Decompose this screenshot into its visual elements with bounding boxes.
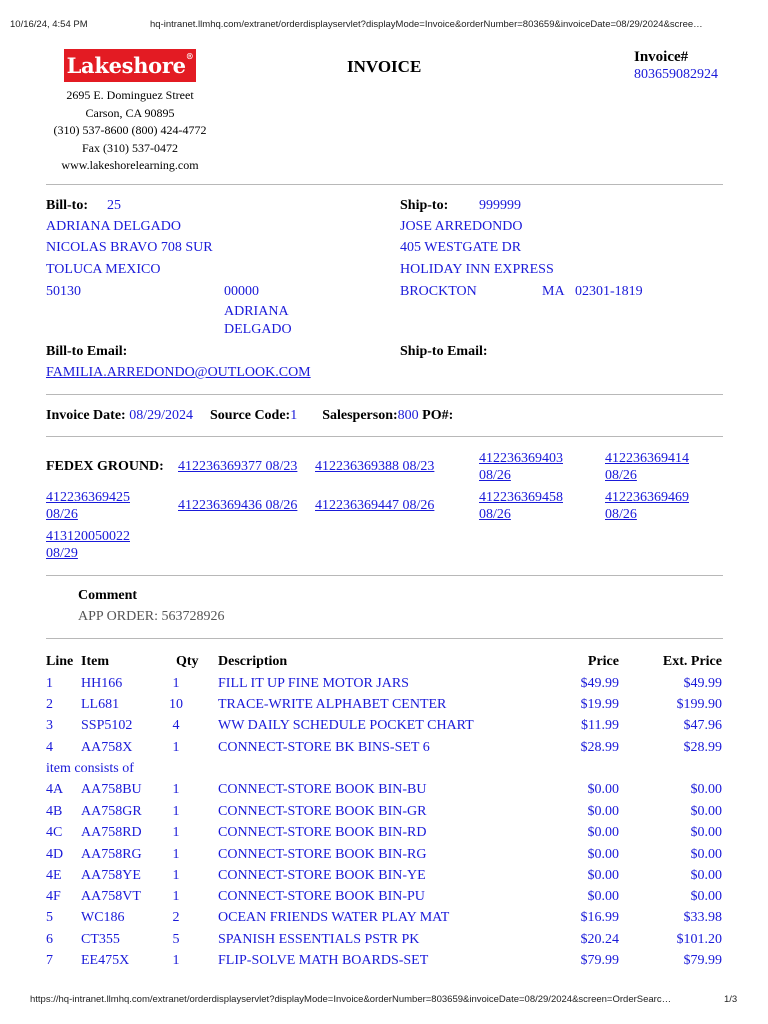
cell-qty: 1 — [172, 740, 180, 755]
cell-qty: 1 — [172, 953, 180, 968]
cell-ext-price: $28.99 — [683, 740, 722, 755]
bill-to-attn-line2: DELGADO — [224, 322, 292, 337]
table-row — [46, 868, 726, 889]
cell-item: CT355 — [81, 932, 120, 947]
cell-item: AA758RG — [81, 847, 142, 862]
cell-description: CONNECT-STORE BOOK BIN-RD — [218, 825, 427, 840]
cell-description: FILL IT UP FINE MOTOR JARS — [218, 676, 409, 691]
bill-to-email-label: Bill-to Email: — [46, 344, 128, 359]
header-price: Price — [587, 654, 619, 669]
cell-item: HH166 — [81, 676, 123, 691]
tracking-link[interactable]: 412236369458 08/26 — [479, 490, 563, 522]
invoice-meta-line — [46, 408, 453, 424]
address-city: Carson, CA 90895 — [85, 105, 175, 120]
salesperson-label: Salesperson: — [322, 408, 398, 423]
address-phone: (310) 537-8600 (800) 424-4772 — [53, 123, 207, 137]
bill-to-zip: 50130 — [46, 284, 81, 299]
table-row — [46, 910, 726, 931]
bill-to-extra-code: 00000 — [224, 284, 259, 299]
cell-price: $0.00 — [587, 782, 619, 797]
cell-item: WC186 — [81, 910, 125, 925]
cell-ext-price: $0.00 — [690, 868, 722, 883]
invoice-date: 08/29/2024 — [129, 408, 193, 423]
cell-item: AA758X — [81, 740, 133, 755]
cell-ext-price: $49.99 — [683, 676, 722, 691]
cell-qty: 1 — [172, 825, 180, 840]
table-row — [46, 782, 726, 803]
cell-ext-price: $33.98 — [683, 910, 722, 925]
tracking-link[interactable]: 412236369414 08/26 — [605, 451, 689, 483]
cell-description: CONNECT-STORE BOOK BIN-PU — [218, 889, 425, 904]
source-code: 1 — [290, 408, 298, 423]
address-street: 2695 E. Dominguez Street — [66, 88, 194, 102]
bill-to-email-link[interactable]: FAMILIA.ARREDONDO@OUTLOOK.COM — [46, 365, 311, 380]
table-row — [46, 718, 726, 739]
cell-price: $0.00 — [587, 825, 619, 840]
address-website: www.lakeshorelearning.com — [61, 158, 199, 172]
cell-ext-price: $0.00 — [690, 825, 722, 840]
cell-qty: 2 — [172, 910, 180, 925]
cell-ext-price: $101.20 — [676, 932, 722, 947]
cell-description: CONNECT-STORE BOOK BIN-GR — [218, 804, 427, 819]
bill-to-label: Bill-to: — [46, 198, 88, 213]
cell-line: 4C — [46, 825, 63, 840]
cell-qty: 4 — [172, 718, 180, 733]
cell-line: 6 — [46, 932, 53, 947]
cell-ext-price: $0.00 — [690, 782, 722, 797]
header-ext-price: Ext. Price — [662, 654, 722, 669]
cell-qty: 1 — [172, 804, 180, 819]
print-page-number: 1/3 — [724, 994, 738, 1005]
header-item: Item — [81, 654, 109, 669]
cell-price: $0.00 — [587, 847, 619, 862]
source-code-label: Source Code: — [209, 408, 291, 423]
cell-price: $0.00 — [587, 804, 619, 819]
cell-line: 4 — [46, 740, 53, 755]
comment-label: Comment — [78, 588, 138, 603]
cell-description: CONNECT-STORE BOOK BIN-YE — [218, 868, 426, 883]
table-row — [46, 697, 726, 718]
divider — [46, 184, 723, 185]
divider — [46, 638, 723, 639]
invoice-number-label: Invoice# — [634, 49, 689, 65]
table-row — [46, 953, 726, 974]
comment-text: APP ORDER: 563728926 — [78, 609, 225, 624]
ship-to-email-label: Ship-to Email: — [400, 344, 488, 359]
bill-to-street: NICOLAS BRAVO 708 SUR — [46, 240, 213, 255]
cell-line: 5 — [46, 910, 53, 925]
cell-qty: 5 — [172, 932, 180, 947]
header-qty: Qty — [176, 654, 199, 669]
print-header-url: hq-intranet.llmhq.com/extranet/orderdisplayservlet?displayMode=Invoice&orderNumber=803659&invoiceDate=08/29/2024&scree… — [150, 19, 703, 30]
cell-item: AA758BU — [81, 782, 142, 797]
salesperson: 800 — [397, 408, 419, 423]
header-line: Line — [46, 654, 74, 669]
cell-item: AA758VT — [81, 889, 141, 904]
cell-ext-price: $0.00 — [690, 847, 722, 862]
cell-ext-price: $0.00 — [690, 889, 722, 904]
cell-item: LL681 — [81, 697, 120, 712]
print-datetime: 10/16/24, 4:54 PM — [10, 19, 88, 30]
cell-item: EE475X — [81, 953, 130, 968]
table-row — [46, 825, 726, 846]
bill-to-city: TOLUCA MEXICO — [46, 262, 161, 277]
header-description: Description — [218, 654, 288, 669]
cell-line: 4F — [46, 889, 61, 904]
cell-item: AA758YE — [81, 868, 141, 883]
cell-description: SPANISH ESSENTIALS PSTR PK — [218, 932, 420, 947]
cell-qty: 10 — [169, 697, 183, 712]
cell-description: CONNECT-STORE BK BINS-SET 6 — [218, 740, 430, 755]
cell-ext-price: $47.96 — [683, 718, 722, 733]
cell-line: 1 — [46, 676, 53, 691]
cell-price: $20.24 — [580, 932, 619, 947]
cell-line: 7 — [46, 953, 53, 968]
tracking-link[interactable]: 412236369403 08/26 — [479, 451, 563, 483]
tracking-link[interactable]: 412236369469 08/26 — [605, 490, 689, 522]
cell-line: 4B — [46, 804, 63, 819]
ship-to-line2: HOLIDAY INN EXPRESS — [400, 262, 554, 277]
registered-mark: ® — [185, 51, 194, 61]
cell-line: 4E — [46, 868, 62, 883]
document-title: INVOICE — [347, 57, 422, 76]
cell-qty: 1 — [172, 847, 180, 862]
cell-price: $79.99 — [580, 953, 619, 968]
po-label: PO#: — [422, 408, 454, 423]
table-row — [46, 889, 726, 910]
cell-price: $49.99 — [580, 676, 619, 691]
tracking-link[interactable]: 412236369377 08/23 — [178, 459, 298, 474]
cell-price: $19.99 — [580, 697, 619, 712]
divider — [46, 575, 723, 576]
table-row — [46, 676, 726, 697]
table-row — [46, 847, 726, 868]
divider — [46, 394, 723, 395]
address-fax: Fax (310) 537-0472 — [82, 140, 178, 155]
tracking-link[interactable]: 412236369388 08/23 — [315, 459, 435, 474]
ship-to-name: JOSE ARREDONDO — [400, 219, 523, 234]
cell-price: $0.00 — [587, 889, 619, 904]
cell-line: 3 — [46, 718, 53, 733]
tracking-link[interactable]: 412236369436 08/26 — [178, 498, 298, 513]
cell-description: CONNECT-STORE BOOK BIN-BU — [218, 782, 427, 797]
tracking-link[interactable]: 413120050022 08/29 — [46, 529, 130, 561]
table-row — [46, 804, 726, 825]
cell-line: 4A — [46, 782, 64, 797]
logo-text: Lakeshore — [66, 53, 186, 78]
bill-to-code: 25 — [107, 198, 121, 213]
ship-to-state: MA — [542, 284, 565, 299]
ship-to-zip: 02301-1819 — [575, 284, 643, 299]
cell-description: CONNECT-STORE BOOK BIN-RG — [218, 847, 427, 862]
lakeshore-logo — [64, 49, 196, 82]
bill-to-name: ADRIANA DELGADO — [46, 219, 181, 234]
tracking-link[interactable]: 412236369447 08/26 — [315, 498, 435, 513]
kit-note: item consists of — [46, 761, 134, 776]
invoice-number: 803659082924 — [634, 67, 718, 82]
ship-to-street: 405 WESTGATE DR — [400, 240, 522, 255]
table-row — [46, 740, 726, 761]
cell-price: $28.99 — [580, 740, 619, 755]
company-address — [40, 87, 220, 175]
invoice-date-label: Invoice Date: — [46, 408, 126, 423]
cell-qty: 1 — [172, 676, 180, 691]
cell-item: AA758GR — [81, 804, 142, 819]
cell-description: OCEAN FRIENDS WATER PLAY MAT — [218, 910, 450, 925]
carrier-label: FEDEX GROUND: — [46, 459, 164, 474]
cell-item: SSP5102 — [81, 718, 133, 733]
cell-qty: 1 — [172, 782, 180, 797]
bill-to-attn-line1: ADRIANA — [224, 304, 289, 319]
ship-to-city: BROCKTON — [400, 284, 477, 299]
cell-item: AA758RD — [81, 825, 142, 840]
cell-qty: 1 — [172, 868, 180, 883]
cell-description: TRACE-WRITE ALPHABET CENTER — [218, 697, 447, 712]
cell-price: $11.99 — [581, 718, 619, 733]
ship-to-label: Ship-to: — [400, 198, 449, 213]
cell-price: $16.99 — [580, 910, 619, 925]
divider — [46, 436, 723, 437]
print-footer-url: https://hq-intranet.llmhq.com/extranet/orderdisplayservlet?displayMode=Invoice&orderNumber=803659&invoiceDate=08/29/2024&screen=OrderSearc… — [30, 994, 672, 1005]
tracking-link[interactable]: 412236369425 08/26 — [46, 490, 130, 522]
cell-line: 2 — [46, 697, 53, 712]
cell-description: WW DAILY SCHEDULE POCKET CHART — [218, 718, 474, 733]
cell-line: 4D — [46, 847, 64, 862]
cell-qty: 1 — [172, 889, 180, 904]
cell-ext-price: $79.99 — [683, 953, 722, 968]
cell-ext-price: $199.90 — [676, 697, 722, 712]
kit-note-row — [46, 761, 726, 782]
cell-ext-price: $0.00 — [690, 804, 722, 819]
table-row — [46, 932, 726, 953]
items-table-header — [46, 654, 726, 675]
cell-price: $0.00 — [587, 868, 619, 883]
ship-to-code: 999999 — [479, 198, 521, 213]
cell-description: FLIP-SOLVE MATH BOARDS-SET — [218, 953, 429, 968]
